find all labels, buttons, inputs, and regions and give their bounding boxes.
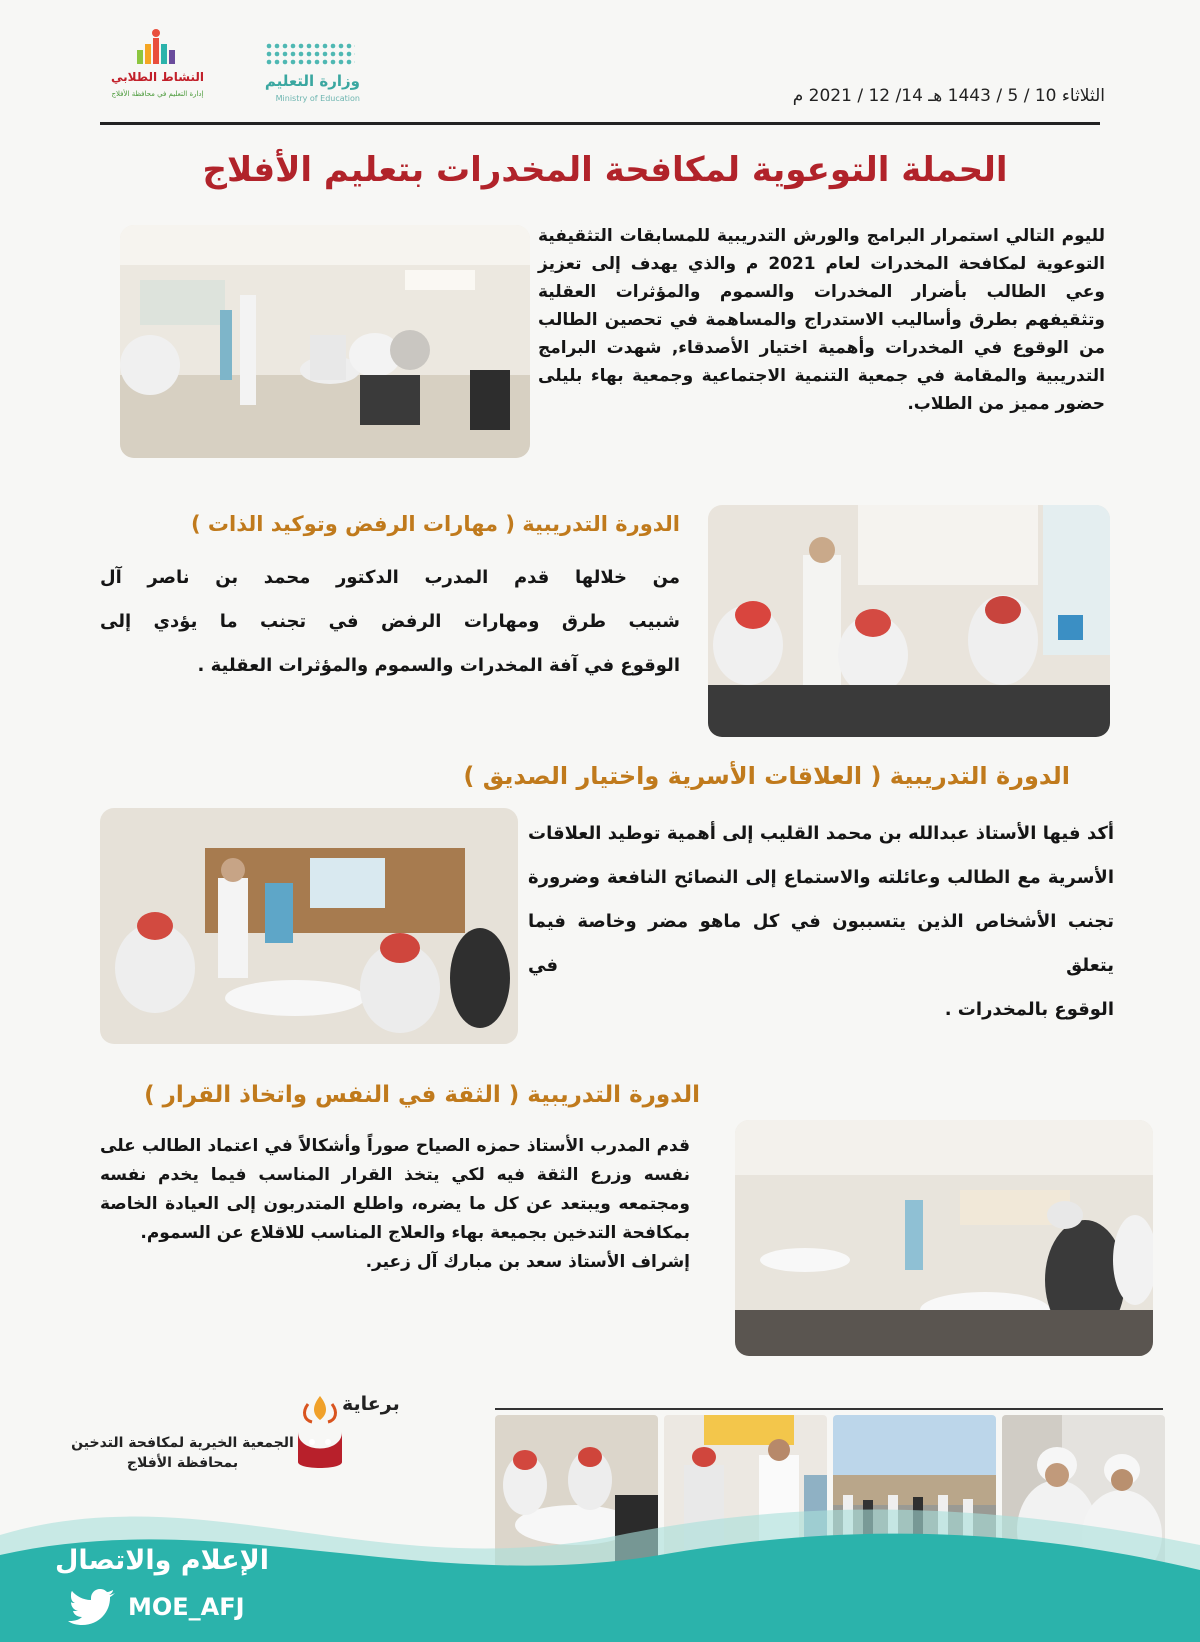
classroom-photo-2 bbox=[708, 505, 1110, 737]
header-divider bbox=[100, 122, 1100, 125]
body-text: أكد فيها الأستاذ عبدالله بن محمد القليب إلى أهمية توطيد العلاقات الأسرية مع الطالب وعائلته والاستماع إلى النصائح النافعة وضرورة تجنب الأشخاص الذين يتسببون في كل ماهو مضر وخاصة فيما يتعلق في bbox=[528, 823, 1114, 976]
twitter-icon[interactable] bbox=[68, 1588, 116, 1628]
ministry-logo-english: Ministry of Education bbox=[275, 94, 360, 103]
classroom-photo-3 bbox=[100, 808, 518, 1044]
section-body-refusal-skills bbox=[100, 556, 680, 688]
media-label: الإعلام والاتصال bbox=[55, 1545, 269, 1576]
ministry-logo-dots bbox=[265, 42, 355, 66]
body-line: الوقوع في آفة المخدرات والسموم والمؤثرات العقلية . bbox=[197, 655, 680, 676]
section-body-self-confidence bbox=[100, 1132, 690, 1277]
section-body-family-relations bbox=[528, 812, 1114, 1032]
twitter-handle[interactable]: MOE_AFJ bbox=[128, 1593, 245, 1621]
sponsor-label: برعاية bbox=[342, 1393, 400, 1415]
sponsor-name: الجمعية الخيرية لمكافحة التدخين بمحافظة الأفلاج bbox=[71, 1435, 294, 1471]
activity-logo-icon bbox=[133, 28, 183, 68]
bahaa-logo-icon bbox=[290, 1392, 350, 1474]
date-line: الثلاثاء 10 / 5 / 1443 هـ 14/ 12 / 2021 م bbox=[792, 86, 1105, 106]
body-line: من خلالها قدم المدرب الدكتور محمد بن ناصر آل bbox=[100, 567, 680, 588]
body-line: شبيب طرق ومهارات الرفض في تجنب ما يؤدي إلى bbox=[100, 611, 680, 632]
ministry-logo-arabic: وزارة التعليم bbox=[264, 72, 360, 90]
page-title: الحملة التوعوية لمكافحة المخدرات بتعليم الأفلاج bbox=[202, 150, 1008, 190]
body-last-line: الوقوع بالمخدرات . bbox=[944, 999, 1114, 1020]
supervision-line: إشراف الأستاذ سعد بن مبارك آل زعير. bbox=[365, 1252, 690, 1272]
activity-logo-subtitle: إدارة التعليم في محافظة الأفلاج bbox=[111, 90, 204, 98]
intro-paragraph: لليوم التالي استمرار البرامج والورش التدريبية للمسابقات التثقيفية التوعوية لمكافحة المخدرات لعام 2021 م والذي يهدف إلى تعزيز وعي الطالب بأضرار المخدرات والسموم والمؤثرات العقلية وتثقيفهم بطرق وأساليب الاستدراج والمساهمة في تحصين الطالب من الوقوع في المخدرات وأهمية اختيار الأصدقاء, شهدت البرامج التدريبية والمقامة في جمعية التنمية الاجتماعية وجمعية بهاء بليلى حضور مميز من الطلاب. bbox=[538, 226, 1106, 414]
bottom-divider bbox=[495, 1408, 1163, 1410]
ministry-logo bbox=[220, 38, 360, 108]
classroom-photo-1 bbox=[120, 225, 530, 458]
section-heading-self-confidence: الدورة التدريبية ( الثقة في النفس واتخاذ القرار ) bbox=[144, 1082, 700, 1108]
classroom-photo-4 bbox=[735, 1120, 1153, 1356]
student-activity-logo bbox=[105, 28, 210, 110]
body-text: قدم المدرب الأستاذ حمزه الصياح صوراً وأشكالاً في اعتماد الطالب على نفسه وزرع الثقة فيه لكي يتخذ القرار المناسب فيما يخدم نفسه ومجتمعه ويبتعد عن كل ما يضره، واطلع المتدربون إلى العيادة الخاصة بمكافحة التدخين بجميعة بهاء والعلاج المناسب للاقلاع عن السموم. bbox=[100, 1136, 690, 1243]
section-heading-family-relations: الدورة التدريبية ( العلاقات الأسرية واختيار الصديق ) bbox=[463, 762, 1070, 790]
activity-logo-title: النشاط الطلابي bbox=[111, 70, 204, 84]
section-heading-refusal-skills: الدورة التدريبية ( مهارات الرفض وتوكيد الذات ) bbox=[191, 512, 680, 536]
